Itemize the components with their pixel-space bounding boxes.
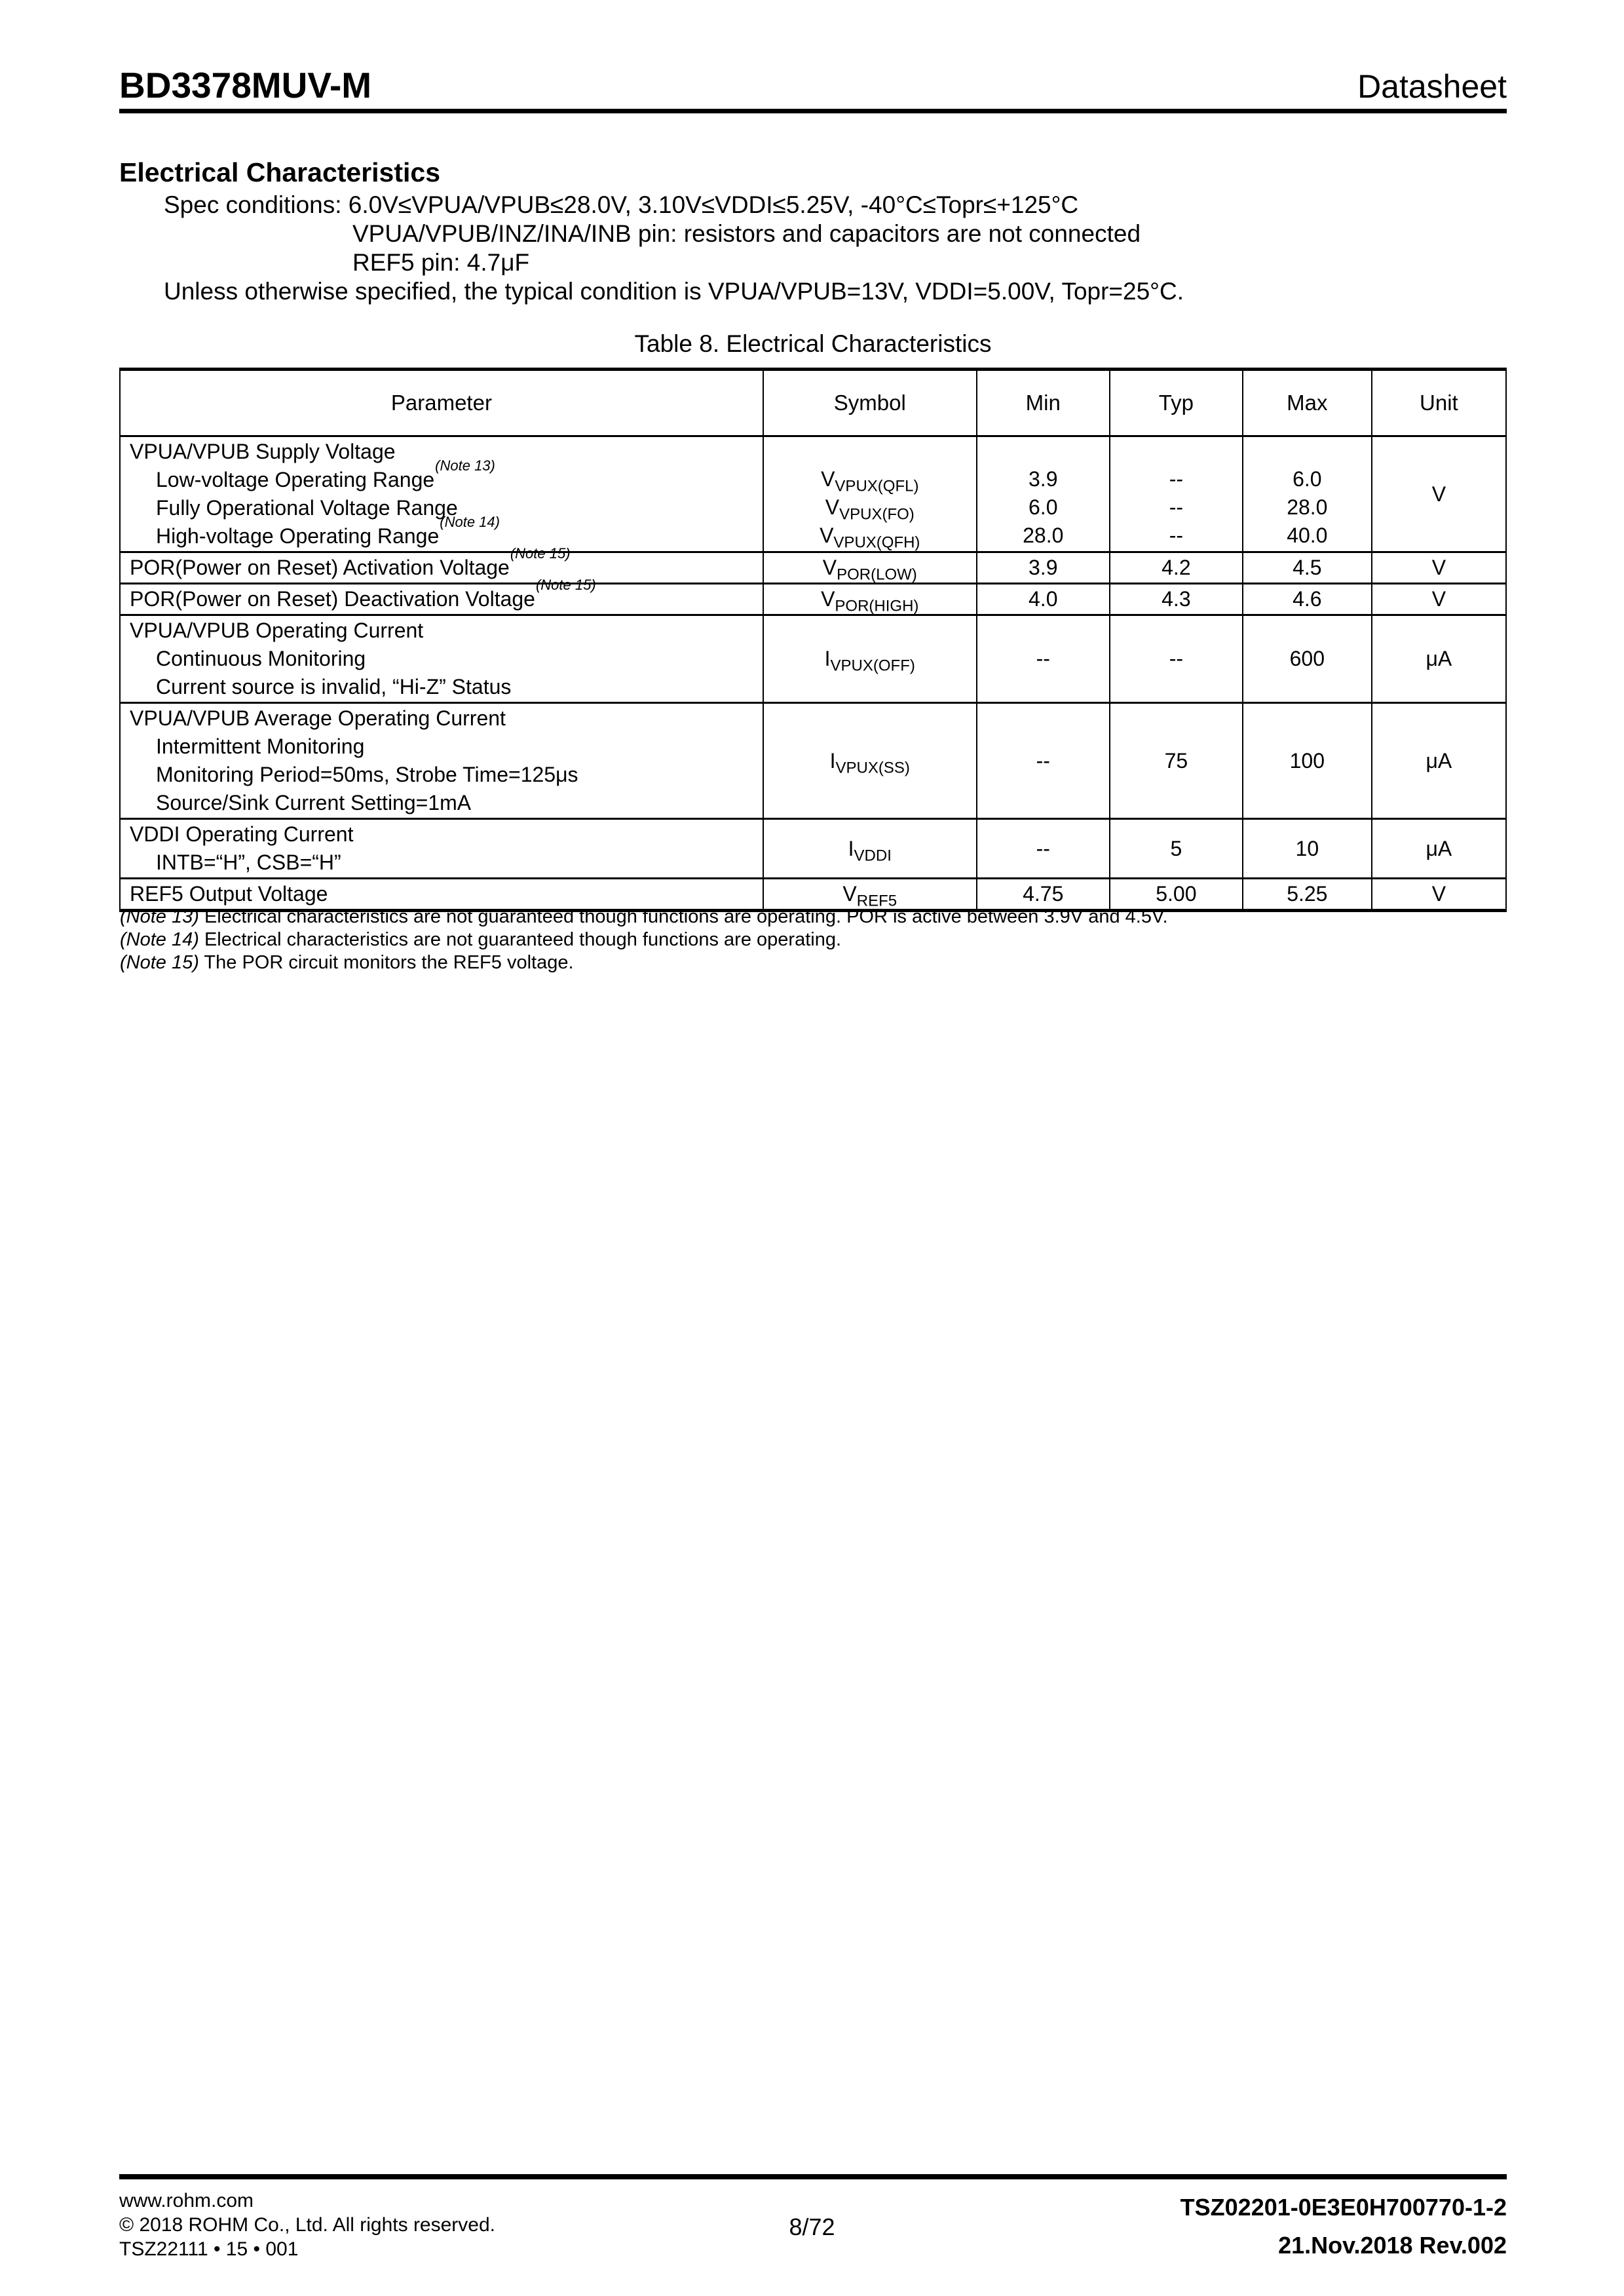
- unit-cell: μA: [1372, 615, 1506, 703]
- typ-value: 4.2: [1161, 556, 1191, 579]
- param-line: POR(Power on Reset) Deactivation Voltage$^{(Note 15)}$: [130, 577, 596, 611]
- min-cell: [977, 819, 1110, 879]
- unit-cell: V: [1372, 436, 1506, 552]
- symbol-cell: [763, 819, 977, 879]
- max-cell: [1243, 879, 1372, 911]
- min-cell: [977, 436, 1110, 552]
- spec-line: REF5 pin: 4.7μF: [352, 249, 530, 276]
- symbol: $V_{VPUX(QFH)}$: [820, 524, 920, 552]
- footer-doc-number: TSZ02201-0E3E0H700770-1-2: [1180, 2194, 1507, 2221]
- column-header: Typ: [1110, 370, 1243, 436]
- doc-type-label: Datasheet: [1357, 68, 1507, 105]
- min-value: 6.0: [1029, 495, 1058, 519]
- min-value: 3.9: [1029, 556, 1058, 579]
- notes-block: [120, 906, 1168, 974]
- note-label: (Note 15): [120, 952, 199, 973]
- header-rule: [119, 109, 1507, 113]
- max-value: 10: [1295, 836, 1319, 860]
- symbol-subscript: POR(HIGH): [835, 597, 919, 615]
- table-row: [120, 615, 1506, 703]
- symbol: $I_{VDDI}$: [848, 836, 892, 864]
- max-value: 600: [1289, 647, 1325, 670]
- typ-value: 75: [1164, 748, 1188, 773]
- footer-rule: [119, 2174, 1507, 2179]
- param-line: Current source is invalid, “Hi-Z” Status: [156, 675, 512, 698]
- note-label: (Note 14): [120, 929, 199, 950]
- table-title: Table 8. Electrical Characteristics: [634, 330, 992, 357]
- header-row: [120, 370, 1506, 436]
- param-line: VDDI Operating Current: [130, 822, 354, 846]
- min-cell: [977, 584, 1110, 615]
- min-value: --: [1036, 748, 1050, 773]
- symbol: $V_{VPUX(QFL)}$: [821, 467, 919, 495]
- footer-code: TSZ22111 • 15 • 001: [119, 2238, 299, 2260]
- table-row: [120, 552, 1506, 584]
- parameter-cell: [120, 577, 763, 615]
- min-value: --: [1036, 647, 1050, 670]
- note-label: (Note 13): [120, 906, 199, 927]
- note-reference: (Note 13): [435, 457, 495, 474]
- symbol-subscript: VPUX(SS): [835, 758, 910, 776]
- typ-value: 4.3: [1161, 587, 1191, 611]
- unit-cell: μA: [1372, 703, 1506, 819]
- min-value: 4.75: [1023, 882, 1064, 906]
- param-line: Low-voltage Operating Range$^{(Note 13)}$: [156, 457, 495, 491]
- symbol: $V_{POR(HIGH)}$: [821, 587, 919, 615]
- symbol-cell: [763, 552, 977, 584]
- typ-value: --: [1169, 467, 1184, 491]
- symbol-subscript: POR(LOW): [837, 565, 917, 584]
- max-value: 4.6: [1293, 587, 1322, 611]
- footer-right: [1180, 2189, 1507, 2265]
- typ-value: --: [1169, 647, 1184, 670]
- table-header: [120, 370, 1506, 436]
- parameter-cell: [120, 436, 763, 552]
- param-line: Intermittent Monitoring: [156, 735, 365, 758]
- note-line: (Note 13) Electrical characteristics are not guaranteed though functions are operating. POR is active between 3.9V and 4.5V.: [120, 906, 1168, 927]
- min-value: --: [1036, 836, 1050, 860]
- min-value: 3.9: [1029, 467, 1058, 491]
- column-header: Min: [977, 370, 1110, 436]
- footer-website: www.rohm.com: [119, 2190, 254, 2211]
- unit-cell: μA: [1372, 819, 1506, 879]
- symbol: $V_{POR(LOW)}$: [822, 556, 917, 584]
- table-row: [120, 703, 1506, 819]
- footer-revision: 21.Nov.2018 Rev.002: [1278, 2232, 1507, 2259]
- symbol: $V_{VPUX(FO)}$: [825, 495, 915, 524]
- symbol-cell: [763, 436, 977, 552]
- min-cell: [977, 615, 1110, 703]
- part-number: BD3378MUV-M: [119, 65, 372, 105]
- param-line: Monitoring Period=50ms, Strobe Time=125μs: [156, 763, 578, 786]
- spec-line: VPUA/VPUB/INZ/INA/INB pin: resistors and capacitors are not connected: [352, 220, 1141, 247]
- param-line: POR(Power on Reset) Activation Voltage$^{(Note 15)}$: [130, 545, 571, 579]
- typ-value: --: [1169, 495, 1184, 519]
- column-header: Max: [1243, 370, 1372, 436]
- typ-cell: [1110, 703, 1243, 819]
- symbol: $V_{REF5}$: [842, 882, 897, 910]
- note-reference: (Note 14): [440, 514, 500, 531]
- min-cell: [977, 552, 1110, 584]
- page-header: [119, 64, 1507, 106]
- symbol-cell: [763, 703, 977, 819]
- param-line: VPUA/VPUB Operating Current: [130, 619, 424, 642]
- electrical-characteristics-table: [119, 368, 1507, 912]
- max-cell: [1243, 584, 1372, 615]
- spec-line: Spec conditions: 6.0V≤VPUA/VPUB≤28.0V, 3.10V≤VDDI≤5.25V, -40°C≤Topr≤+125°C: [164, 191, 1079, 218]
- table-row: [120, 819, 1506, 879]
- symbol-cell: [763, 584, 977, 615]
- parameter-cell: [120, 615, 763, 703]
- symbol-cell: [763, 615, 977, 703]
- max-value: 28.0: [1287, 495, 1328, 519]
- param-line: INTB=“H”, CSB=“H”: [156, 851, 341, 874]
- param-line: VPUA/VPUB Supply Voltage: [130, 440, 396, 463]
- param-line: Continuous Monitoring: [156, 647, 366, 670]
- symbol-subscript: VPUX(FO): [839, 505, 915, 524]
- symbol: $I_{VPUX(SS)}$: [829, 748, 910, 776]
- max-cell: [1243, 819, 1372, 879]
- typ-cell: [1110, 436, 1243, 552]
- symbol-subscript: VPUX(QFL): [835, 477, 919, 495]
- ec-table-body: [120, 436, 1506, 911]
- max-cell: [1243, 436, 1372, 552]
- typ-cell: [1110, 615, 1243, 703]
- symbol-subscript: VPUX(QFH): [833, 533, 920, 552]
- table-row: [120, 436, 1506, 552]
- min-value: 28.0: [1023, 524, 1064, 547]
- param-line: Fully Operational Voltage Range: [156, 496, 458, 520]
- unit-cell: V: [1372, 552, 1506, 584]
- spec-conditions: [119, 191, 1184, 306]
- max-cell: [1243, 552, 1372, 584]
- footer-page-number: 8/72: [789, 2213, 835, 2240]
- unit-cell: V: [1372, 584, 1506, 615]
- min-value: 4.0: [1029, 587, 1058, 611]
- unit-cell: V: [1372, 879, 1506, 911]
- max-value: 5.25: [1287, 882, 1328, 906]
- parameter-cell: [120, 545, 763, 584]
- note-reference: (Note 15): [510, 545, 571, 562]
- parameter-cell: [120, 819, 763, 879]
- max-value: 6.0: [1293, 467, 1322, 491]
- typ-value: --: [1169, 524, 1184, 547]
- param-line: VPUA/VPUB Average Operating Current: [130, 706, 506, 730]
- typ-cell: [1110, 552, 1243, 584]
- symbol: $I_{VPUX(OFF)}$: [824, 647, 915, 675]
- max-cell: [1243, 703, 1372, 819]
- max-cell: [1243, 615, 1372, 703]
- note-line: (Note 15) The POR circuit monitors the REF5 voltage.: [120, 952, 574, 973]
- typ-value: 5: [1170, 836, 1182, 860]
- param-line: REF5 Output Voltage: [130, 882, 328, 906]
- footer-copyright: © 2018 ROHM Co., Ltd. All rights reserved.: [119, 2214, 495, 2236]
- typ-value: 5.00: [1156, 882, 1197, 906]
- note-line: (Note 14) Electrical characteristics are not guaranteed though functions are operating.: [120, 929, 842, 950]
- column-header: Symbol: [763, 370, 977, 436]
- parameter-cell: [120, 703, 763, 819]
- symbol-subscript: VPUX(OFF): [830, 657, 915, 675]
- section-title: Electrical Characteristics: [119, 157, 440, 187]
- symbol-subscript: REF5: [856, 892, 897, 910]
- note-reference: (Note 15): [535, 577, 596, 594]
- typ-cell: [1110, 584, 1243, 615]
- spec-line: Unless otherwise specified, the typical condition is VPUA/VPUB=13V, VDDI=5.00V, Topr=25°C.: [164, 278, 1184, 305]
- param-line: Source/Sink Current Setting=1mA: [156, 791, 472, 814]
- min-cell: [977, 703, 1110, 819]
- typ-cell: [1110, 819, 1243, 879]
- column-header: Unit: [1372, 370, 1506, 436]
- symbol-subscript: VDDI: [854, 846, 892, 864]
- table-row: [120, 584, 1506, 615]
- max-value: 4.5: [1293, 556, 1322, 579]
- param-line: High-voltage Operating Range$^{(Note 14)}$: [156, 514, 500, 548]
- column-header: Parameter: [120, 370, 763, 436]
- max-value: 40.0: [1287, 524, 1328, 547]
- max-value: 100: [1289, 748, 1325, 773]
- table-container: [119, 368, 1507, 912]
